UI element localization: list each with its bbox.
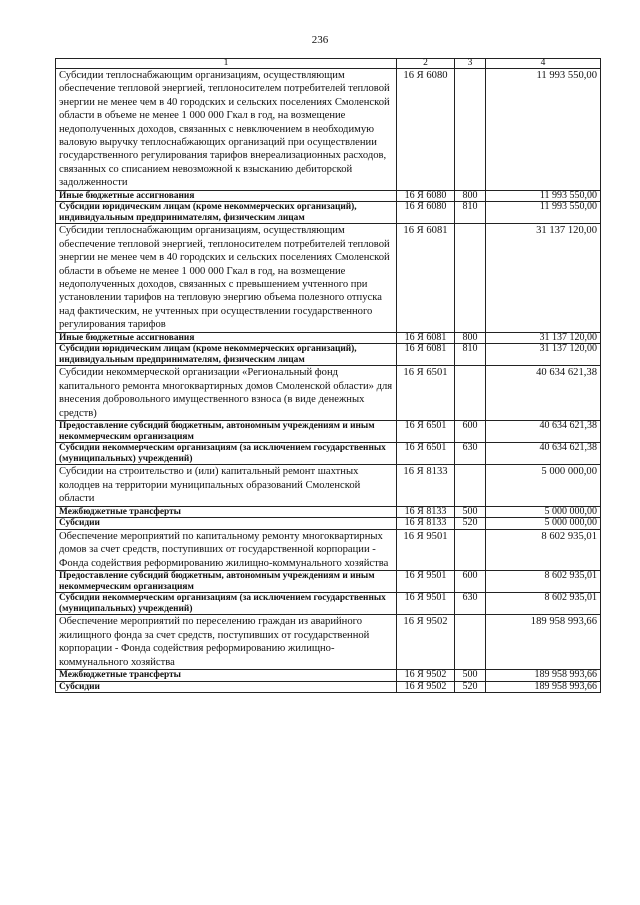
row-description: Субсидии некоммерческой организации «Региональный фонд капитального ремонта многоквартирных домов Смоленской области» для внесения добровольного имущественного взноса (в виде денежных средств)	[56, 366, 397, 421]
row-code: 16 Я 9502	[397, 670, 455, 682]
row-description: Обеспечение мероприятий по переселению граждан из аварийного жилищного фонда за счет средств, поступивших от государственной корпорации - Фонда содействия реформированию жилищно-коммунального хозяйства	[56, 615, 397, 670]
row-code: 16 Я 6081	[397, 332, 455, 344]
column-header: 2	[397, 59, 455, 69]
row-description: Субсидии юридическим лицам (кроме некоммерческих организаций), индивидуальным предпринимателям, физическим лицам	[56, 202, 397, 224]
table-row	[56, 465, 601, 506]
row-expense-type: 520	[455, 518, 486, 530]
row-code: 16 Я 8133	[397, 518, 455, 530]
row-description: Иные бюджетные ассигнования	[56, 332, 397, 344]
column-header: 1	[56, 59, 397, 69]
row-amount: 5 000 000,00	[486, 506, 601, 518]
table-row	[56, 571, 601, 593]
row-code: 16 Я 6080	[397, 190, 455, 202]
column-header: 3	[455, 59, 486, 69]
table-row	[56, 529, 601, 570]
table-row	[56, 506, 601, 518]
row-code: 16 Я 9502	[397, 615, 455, 670]
row-amount: 31 137 120,00	[486, 224, 601, 332]
row-expense-type: 600	[455, 421, 486, 443]
row-description: Иные бюджетные ассигнования	[56, 190, 397, 202]
table-row	[56, 593, 601, 615]
row-description: Субсидии на строительство и (или) капитальный ремонт шахтных колодцев на территории муниципальных образований Смоленской области	[56, 465, 397, 506]
row-amount: 11 993 550,00	[486, 190, 601, 202]
row-amount: 11 993 550,00	[486, 69, 601, 191]
row-amount: 189 958 993,66	[486, 670, 601, 682]
row-expense-type	[455, 529, 486, 570]
row-expense-type: 810	[455, 344, 486, 366]
row-code: 16 Я 8133	[397, 506, 455, 518]
table-row	[56, 69, 601, 191]
row-amount: 8 602 935,01	[486, 529, 601, 570]
row-code: 16 Я 6080	[397, 202, 455, 224]
row-expense-type: 810	[455, 202, 486, 224]
row-expense-type	[455, 615, 486, 670]
table-header-row	[56, 59, 601, 69]
table-row	[56, 332, 601, 344]
table-row	[56, 681, 601, 693]
row-amount: 189 958 993,66	[486, 615, 601, 670]
row-expense-type: 500	[455, 670, 486, 682]
row-code: 16 Я 6501	[397, 366, 455, 421]
row-code: 16 Я 6501	[397, 443, 455, 465]
row-description: Субсидии некоммерческим организациям (за исключением государственных (муниципальных) учреждений)	[56, 593, 397, 615]
row-description: Предоставление субсидий бюджетным, автономным учреждениям и иным некоммерческим организациям	[56, 571, 397, 593]
row-description: Субсидии	[56, 681, 397, 693]
table-row	[56, 344, 601, 366]
row-code: 16 Я 9501	[397, 529, 455, 570]
row-code: 16 Я 9501	[397, 593, 455, 615]
row-amount: 8 602 935,01	[486, 593, 601, 615]
row-code: 16 Я 6081	[397, 344, 455, 366]
table-row	[56, 224, 601, 332]
row-amount: 31 137 120,00	[486, 332, 601, 344]
row-expense-type: 500	[455, 506, 486, 518]
row-amount: 40 634 621,38	[486, 421, 601, 443]
budget-table	[55, 58, 601, 693]
row-expense-type	[455, 366, 486, 421]
row-description: Субсидии юридическим лицам (кроме некоммерческих организаций), индивидуальным предпринимателям, физическим лицам	[56, 344, 397, 366]
row-code: 16 Я 6501	[397, 421, 455, 443]
row-description: Субсидии некоммерческим организациям (за исключением государственных (муниципальных) учреждений)	[56, 443, 397, 465]
table-row	[56, 518, 601, 530]
row-expense-type	[455, 224, 486, 332]
row-expense-type: 600	[455, 571, 486, 593]
row-code: 16 Я 9501	[397, 571, 455, 593]
table-row	[56, 670, 601, 682]
row-code: 16 Я 8133	[397, 465, 455, 506]
row-description: Субсидии	[56, 518, 397, 530]
row-expense-type: 630	[455, 593, 486, 615]
table-row	[56, 421, 601, 443]
row-amount: 5 000 000,00	[486, 518, 601, 530]
row-description: Субсидии теплоснабжающим организациям, осуществляющим обеспечение тепловой энергией, теплоносителем потребителей тепловой энергии не менее чем в 40 городских и сельских поселениях Смоленской области в объеме не менее 1 000 000 Гкал в год, на возмещение недополученных доходов, связанных с невключением в необходимую валовую выручку теплоснабжающих организаций при осуществлении государственного регулирования тарифов внереализационных расходов, связанных со списанием невозможной к взысканию дебиторской задолженности	[56, 69, 397, 191]
row-amount: 189 958 993,66	[486, 681, 601, 693]
row-description: Межбюджетные трансферты	[56, 670, 397, 682]
row-amount: 11 993 550,00	[486, 202, 601, 224]
row-expense-type: 520	[455, 681, 486, 693]
table-row	[56, 366, 601, 421]
row-amount: 40 634 621,38	[486, 443, 601, 465]
row-amount: 31 137 120,00	[486, 344, 601, 366]
row-code: 16 Я 9502	[397, 681, 455, 693]
row-expense-type	[455, 69, 486, 191]
table-row	[56, 202, 601, 224]
table-row	[56, 190, 601, 202]
row-expense-type: 800	[455, 190, 486, 202]
row-amount: 40 634 621,38	[486, 366, 601, 421]
row-code: 16 Я 6080	[397, 69, 455, 191]
table-row	[56, 443, 601, 465]
row-description: Предоставление субсидий бюджетным, автономным учреждениям и иным некоммерческим организациям	[56, 421, 397, 443]
row-amount: 5 000 000,00	[486, 465, 601, 506]
table-body	[56, 69, 601, 693]
table-row	[56, 615, 601, 670]
row-description: Субсидии теплоснабжающим организациям, осуществляющим обеспечение тепловой энергией, теплоносителем потребителей тепловой энергии не менее чем в 40 городских и сельских поселениях Смоленской области в объеме не менее 1 000 000 Гкал в год, на возмещение недополученных доходов, связанных с превышением учтенного при установлении тарифов на тепловую энергию объема полезного отпуска над фактическим, не учтенных при осуществлении государственного регулирования тарифов	[56, 224, 397, 332]
page-number: 236	[311, 34, 329, 46]
row-expense-type: 630	[455, 443, 486, 465]
row-amount: 8 602 935,01	[486, 571, 601, 593]
row-description: Обеспечение мероприятий по капитальному ремонту многоквартирных домов за счет средств, поступивших от государственной корпорации - Фонда содействия реформированию жилищно-коммунального хозяйства	[56, 529, 397, 570]
row-code: 16 Я 6081	[397, 224, 455, 332]
column-header: 4	[486, 59, 601, 69]
row-description: Межбюджетные трансферты	[56, 506, 397, 518]
row-expense-type: 800	[455, 332, 486, 344]
row-expense-type	[455, 465, 486, 506]
